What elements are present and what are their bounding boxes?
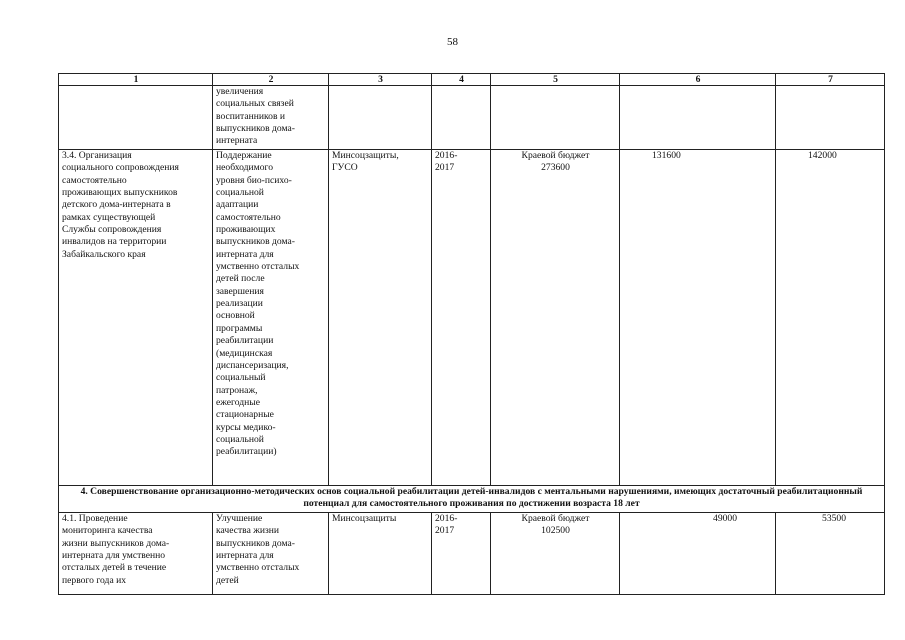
column-number-row (59, 74, 885, 86)
column-header-2: 2 (213, 74, 329, 86)
cell-amount-2017 (776, 86, 885, 150)
table-row-continued (59, 86, 885, 150)
cell-period: 2016- 2017 (432, 513, 491, 595)
action-plan-table (58, 73, 885, 595)
cell-funding-source: Краевой бюджет 273600 (491, 150, 620, 486)
cell-executor: Минсоцзащиты, ГУСО (329, 150, 432, 486)
cell-amount-2016 (620, 86, 776, 150)
column-header-6: 6 (620, 74, 776, 86)
section-4-title: 4. Совершенствование организационно-методических основ социальной реабилитации детей-инвалидов с ментальными нарушениями, имеющих достаточный реабилитационный потенциал для самостоятельного проживания по достижении возраста 18 лет (59, 486, 885, 513)
table-row-3-4 (59, 150, 885, 486)
cell-executor (329, 86, 432, 150)
cell-funding-source: Краевой бюджет 102500 (491, 513, 620, 595)
cell-amount-2016: 131600 (620, 150, 776, 486)
cell-expected-result: Поддержание необходимого уровня био-психо- социальной адаптации самостоятельно проживающих выпускников дома- интерната для умственно отсталых детей после завершения реализации основной программы реабилитации (медицинская диспансеризация, социальный патронаж, ежегодные стационарные курсы медико- социальной реабилитации) (213, 150, 329, 486)
cell-activity: 3.4. Организация социального сопровождения самостоятельно проживающих выпускников детского дома-интерната в рамках существующей Службы сопровождения инвалидов на территории Забайкальского края (59, 150, 213, 486)
cell-funding-source (491, 86, 620, 150)
column-header-5: 5 (491, 74, 620, 86)
column-header-1: 1 (59, 74, 213, 86)
cell-amount-2017: 142000 (776, 150, 885, 486)
column-header-7: 7 (776, 74, 885, 86)
table-row-4-1 (59, 513, 885, 595)
cell-period: 2016- 2017 (432, 150, 491, 486)
column-header-3: 3 (329, 74, 432, 86)
cell-period (432, 86, 491, 150)
section-heading-row (59, 486, 885, 513)
cell-activity: 4.1. Проведение мониторинга качества жизни выпускников дома- интерната для умственно отсталых детей в течение первого года их (59, 513, 213, 595)
cell-amount-2016: 49000 (620, 513, 776, 595)
cell-executor: Минсоцзащиты (329, 513, 432, 595)
cell-activity (59, 86, 213, 150)
page-number: 58 (447, 36, 458, 48)
cell-amount-2017: 53500 (776, 513, 885, 595)
column-header-4: 4 (432, 74, 491, 86)
cell-expected-result: увеличения социальных связей воспитанников и выпускников дома- интерната (213, 86, 329, 150)
cell-expected-result: Улучшение качества жизни выпускников дома- интерната для умственно отсталых детей (213, 513, 329, 595)
